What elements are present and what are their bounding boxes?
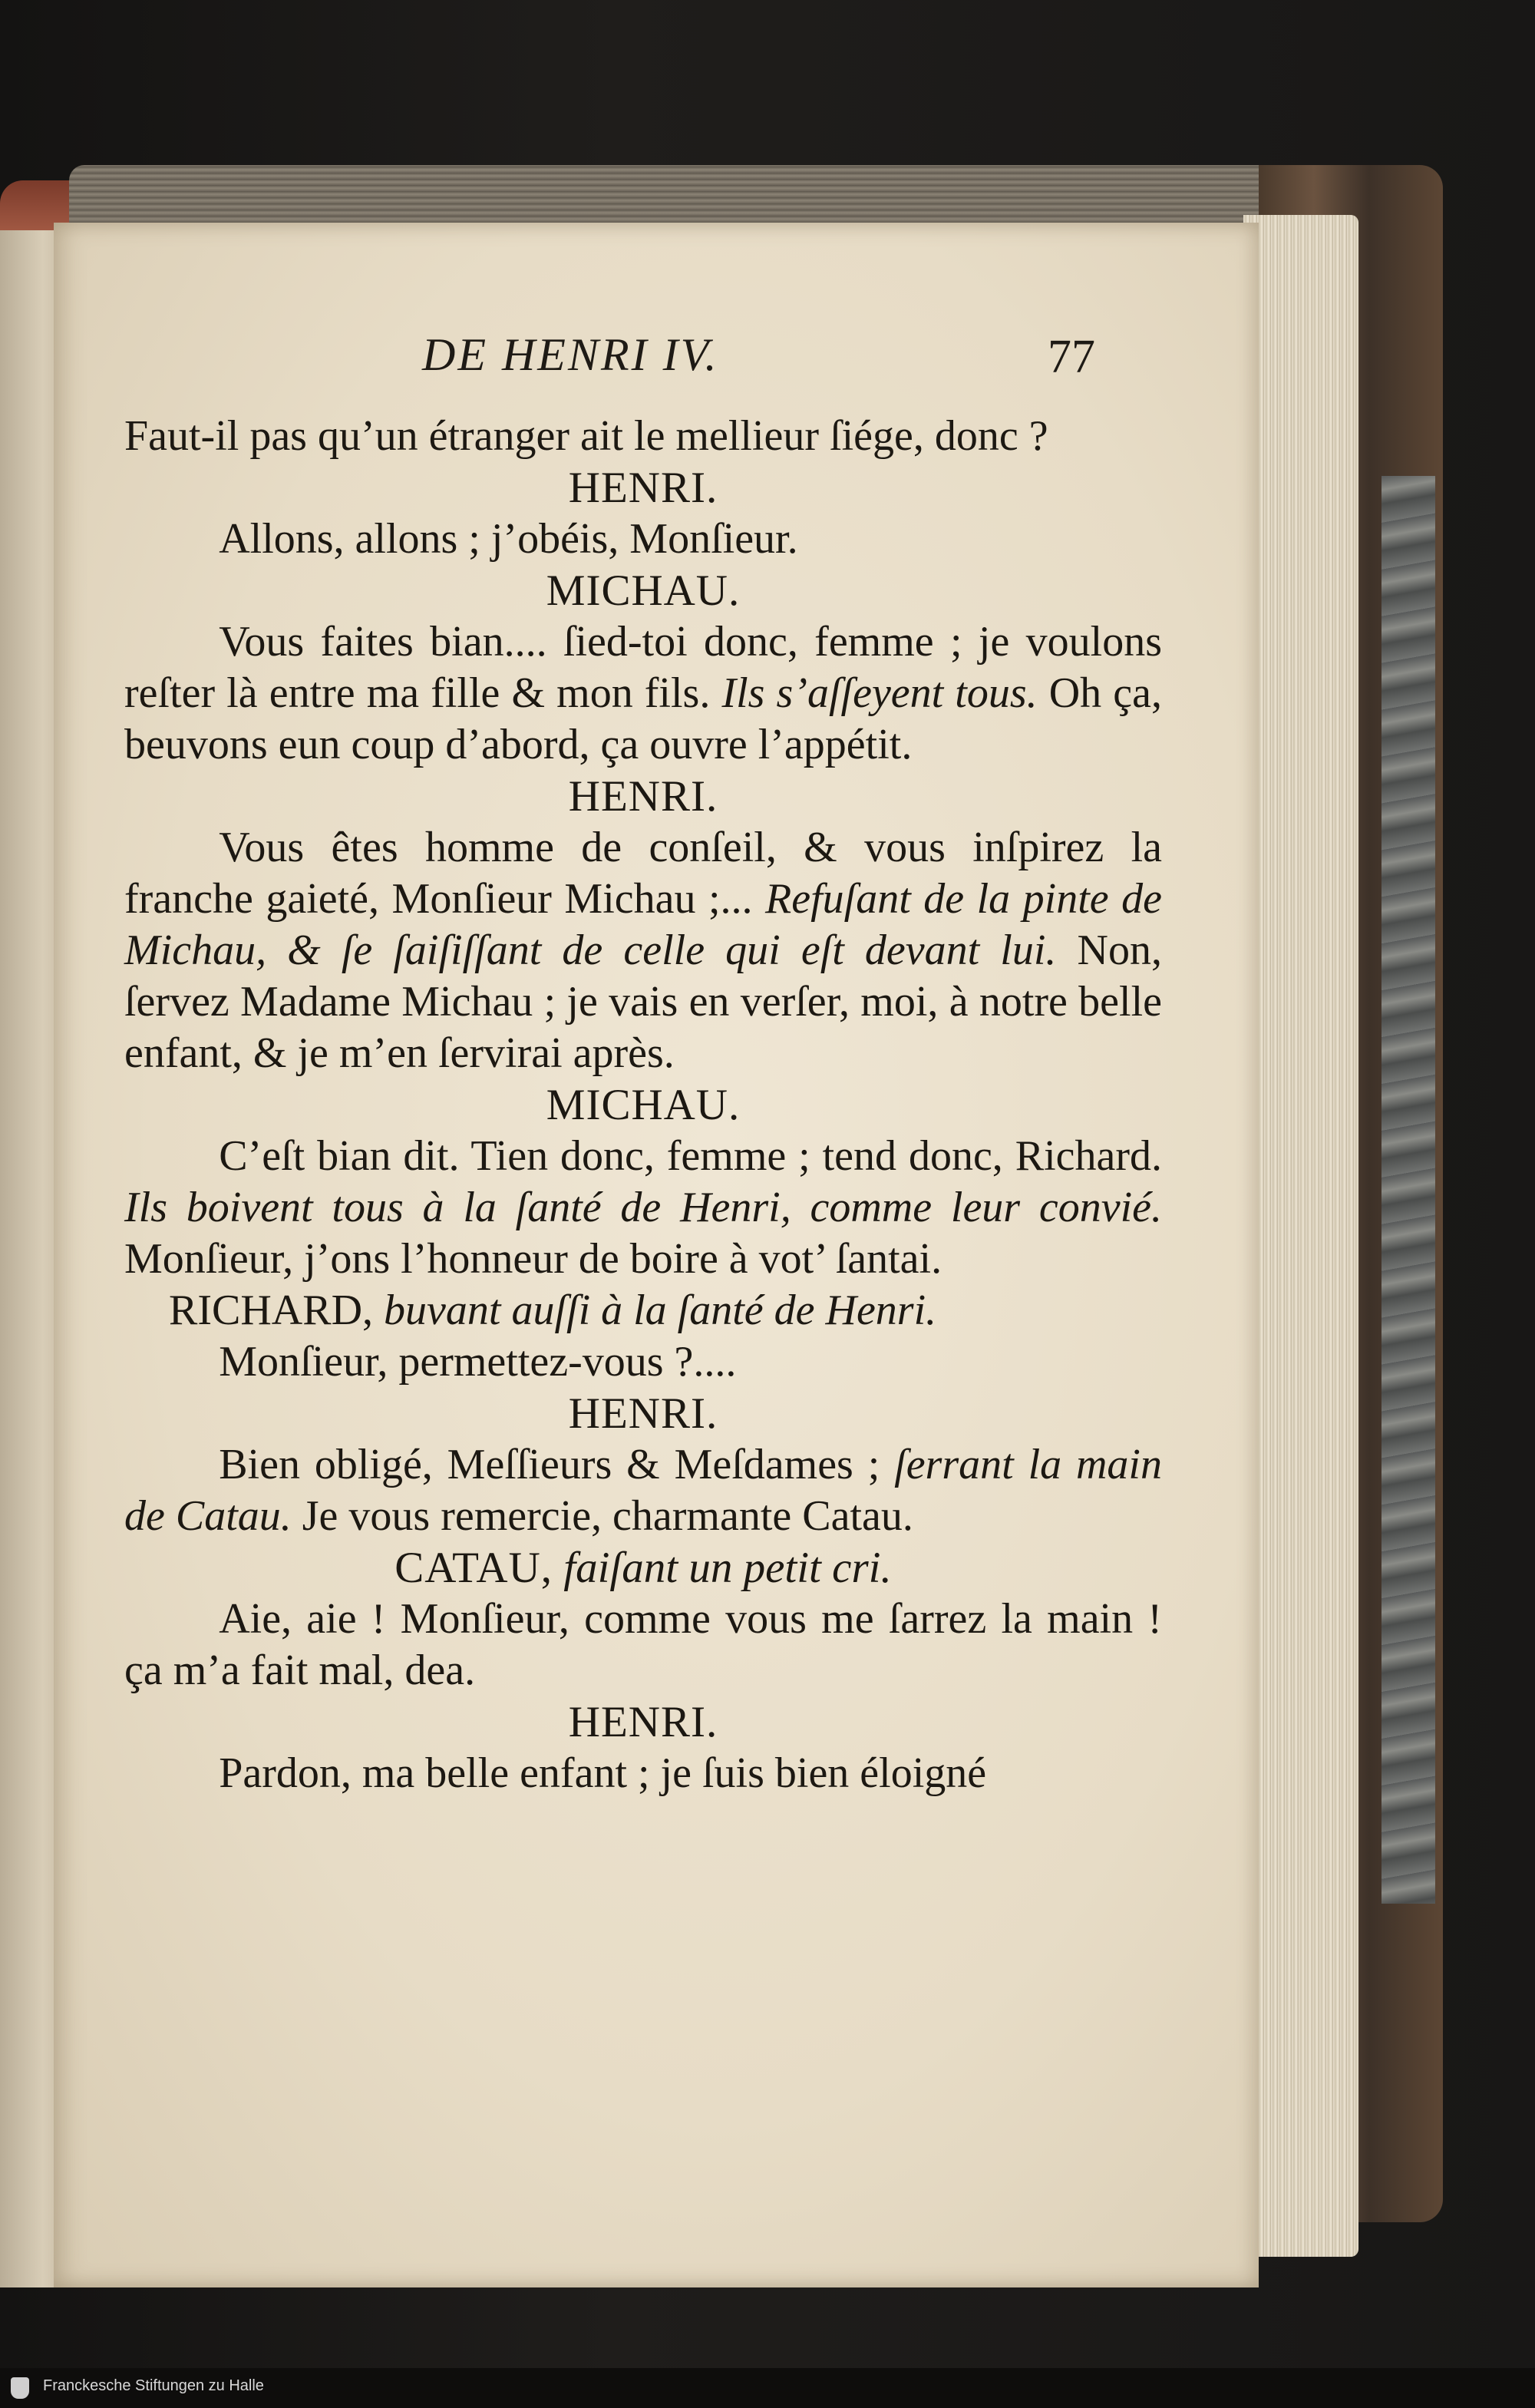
dialogue-paragraph [124, 1594, 1162, 1696]
dialogue-text: Non, ſervez Madame Michau ; je vais en verſer, moi, à notre belle enfant, & je m’en ſervirai après. [124, 927, 1162, 1077]
page-number: 77 [1048, 331, 1095, 383]
footer-credit: Franckesche Stiftungen zu Halle [43, 2377, 264, 2394]
speaker-name [124, 1542, 1162, 1594]
speaker-label: MICHAU. [546, 1081, 741, 1129]
speaker-name [124, 1696, 1162, 1748]
stage-direction: ſerrant la main de Catau. [124, 1441, 1162, 1540]
dialogue-paragraph [124, 1439, 1162, 1542]
dialogue-paragraph [124, 514, 1162, 565]
dialogue-text: Je vous remercie, charmante Catau. [291, 1492, 913, 1540]
dialogue-text: Oh ça, beuvons eun coup d’abord, ça ouvre l’appétit. [124, 669, 1162, 768]
dialogue-text: Faut-il pas qu’un étranger ait le mellieur ſiége, donc ? [124, 412, 1048, 460]
speaker-name [124, 1388, 1162, 1439]
speaker-name [124, 771, 1162, 822]
dialogue-text: Bien obligé, Meſſieurs & Meſdames ; [219, 1441, 895, 1488]
dialogue-paragraph [124, 1131, 1162, 1285]
speaker-name [124, 1285, 1162, 1336]
dialogue-paragraph [124, 616, 1162, 771]
dialogue-paragraph [124, 822, 1162, 1079]
dialogue-text: Vous êtes homme de conſeil, & vous inſpirez la franche gaieté, Monſieur Michau ;... [124, 824, 1162, 923]
institution-logo-icon [11, 2377, 29, 2399]
dialogue-paragraph [124, 1336, 1162, 1388]
dialogue-text: Pardon, ma belle enfant ; je ſuis bien éloigné [219, 1749, 987, 1797]
dialogue-text: C’eſt bian dit. Tien donc, femme ; tend donc, Richard. [219, 1132, 1162, 1180]
speaker-label: RICHARD, [169, 1287, 374, 1334]
speaker-name [124, 462, 1162, 514]
running-head [54, 329, 1259, 390]
speaker-label: HENRI. [568, 1698, 718, 1746]
stage-direction: Ils boivent tous à la ſanté de Henri, comme leur convié. [124, 1184, 1162, 1231]
speaker-label: HENRI. [568, 464, 718, 512]
dialogue-text: Monſieur, permettez-vous ?.... [219, 1338, 737, 1386]
speaker-label: HENRI. [568, 772, 718, 821]
stage-direction: Ils s’aſſeyent tous. [721, 669, 1038, 717]
speaker-name [124, 565, 1162, 616]
dialogue-text: Vous faites bian.... ſied-toi donc, femme ; je voulons reſter là entre ma fille & mon fils. [124, 618, 1162, 717]
dialogue-text: Allons, allons ; j’obéis, Monſieur. [219, 515, 798, 563]
speaker-name [124, 1079, 1162, 1131]
speaker-label: HENRI. [568, 1389, 718, 1438]
footer-bar [0, 2368, 1535, 2408]
book-page [54, 223, 1259, 2287]
text-block [124, 411, 1162, 1799]
speaker-label: MICHAU. [546, 566, 741, 615]
stage-direction: faiſant un petit cri. [552, 1544, 892, 1592]
speaker-label: CATAU, [394, 1544, 553, 1592]
dialogue-paragraph [124, 411, 1162, 462]
dialogue-text: Monſieur, j’ons l’honneur de boire à vot’ ſantai. [124, 1235, 942, 1283]
dialogue-text: Aie, aie ! Monſieur, comme vous me ſarrez la main ! ça m’a fait mal, dea. [124, 1595, 1162, 1694]
stage-direction: buvant auſſi à la ſanté de Henri. [373, 1287, 937, 1334]
dialogue-paragraph [124, 1748, 1162, 1799]
marbled-cover-edge [1382, 476, 1435, 1904]
running-head-title: DE HENRI IV. [422, 329, 719, 380]
page-stack-edge [1243, 215, 1358, 2257]
stage-direction: Refuſant de la pinte de Michau, & ſe ſaiſiſſant de celle qui eſt devant lui. [124, 875, 1162, 974]
